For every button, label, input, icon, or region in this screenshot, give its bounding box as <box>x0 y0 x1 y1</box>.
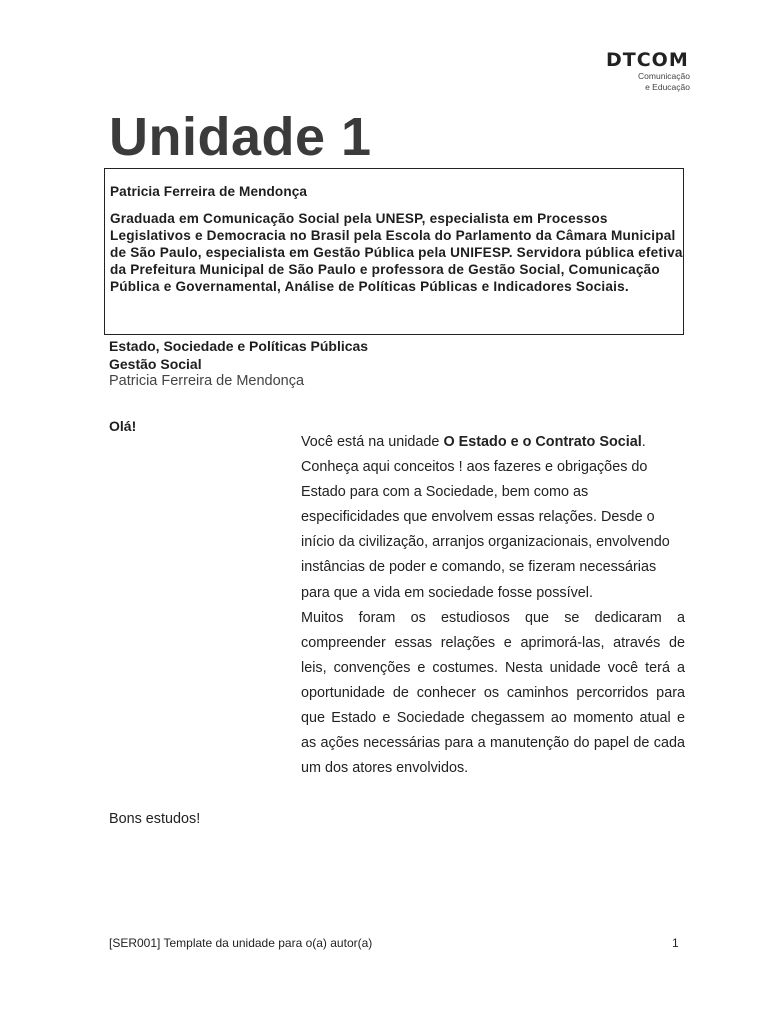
author-name: Patricia Ferreira de Mendonça <box>110 184 308 199</box>
course-program: Gestão Social <box>109 355 202 372</box>
footer-template-label: [SER001] Template da unidade para o(a) autor(a) <box>109 936 373 950</box>
intro-paragraph-1 <box>301 430 685 606</box>
course-info <box>109 338 368 391</box>
logo-wordmark: DTCOM <box>606 49 689 71</box>
intro-paragraph-2: Muitos foram os estudiosos que se dedicaram a compreender essas relações e aprimorá-las, através de leis, convenções e costumes. Nesta unidade você terá a oportunidade de conhecer os caminhos percorridos para que Estado e Sociedade chegassem ao momento atual e as ações necessárias para a manutenção do papel de cada um dos atores envolvidos. <box>301 609 685 777</box>
page-number: 1 <box>672 936 679 950</box>
intro-p1-after: . Conheça aqui conceitos ! aos fazeres e obrigações do Estado para com a Sociedade, bem como as especificidades que envolvem essas relações. Desde o início da civilização, arranjos organizacionais, envolvendo instâncias de poder e comando, se fizeram necessárias para que a vida em sociedade fosse possível. <box>301 434 670 601</box>
greeting: Olá! <box>109 418 137 434</box>
dtcom-logo <box>606 50 690 92</box>
closing-text: Bons estudos! <box>109 811 201 827</box>
logo-tagline-line1: Comunicação <box>638 71 690 81</box>
logo-tagline-line2: e Educação <box>645 82 690 92</box>
intro-text <box>301 430 685 781</box>
unit-title: Unidade 1 <box>109 107 372 167</box>
course-author: Patricia Ferreira de Mendonça <box>109 373 305 389</box>
course-discipline: Estado, Sociedade e Políticas Públicas <box>109 338 369 354</box>
unit-name: O Estado e o Contrato Social <box>443 434 642 450</box>
intro-p1-before: Você está na unidade <box>301 434 444 450</box>
author-box <box>104 168 684 335</box>
author-bio: Graduada em Comunicação Social pela UNESP, especialista em Processos Legislativos e Democracia no Brasil pela Escola do Parlamento da Câmara Municipal de São Paulo, especialista em Gestão Pública pela UNIFESP. Servidora pública efetiva da Prefeitura Municipal de São Paulo e professora de Gestão Social, Comunicação Pública e Governamental, Análise de Políticas Públicas e Indicadores Sociais. <box>110 211 683 294</box>
